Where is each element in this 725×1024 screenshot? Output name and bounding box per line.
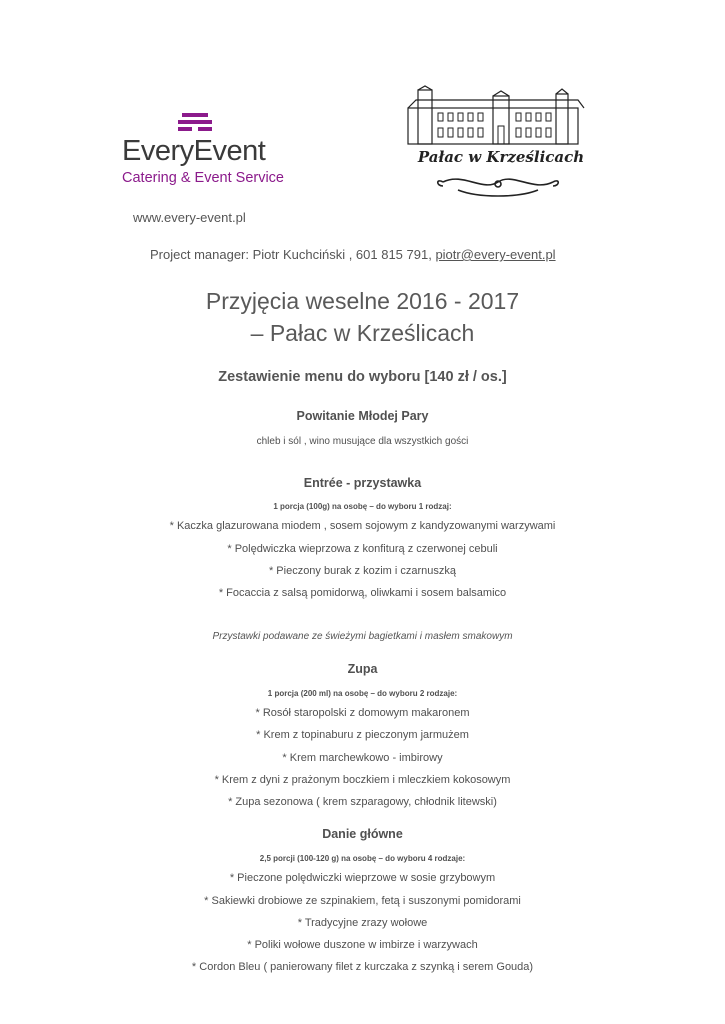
menu-item: * Poliki wołowe duszone w imbirze i warzywach: [247, 939, 478, 951]
palace-logo: [398, 86, 598, 206]
menu-item: * Sakiewki drobiowe ze szpinakiem, fetą i suszonymi pomidorami: [204, 895, 521, 907]
menu-item: * Cordon Bleu ( panierowany filet z kurczaka z szynką i serem Gouda): [191, 961, 534, 973]
project-manager-line: [150, 247, 556, 262]
section-title-welcome: Powitanie Młodej Pary: [296, 409, 429, 423]
welcome-item: chleb i sól , wino musujące dla wszystkich gości: [256, 436, 469, 447]
cut-off-line-wrapper: [0, 958, 725, 973]
menu-item: * Pieczone polędwiczki wieprzowe w sosie grzybowym: [229, 872, 496, 884]
main-note: 2,5 porcji (100-120 g) na osobę – do wyboru 4 rodzaje:: [259, 854, 466, 863]
email-link[interactable]: piotr@every-event.pl: [435, 247, 556, 262]
everyevent-logo: [118, 113, 288, 193]
entree-footnote: Przystawki podawane ze świeżymi bagietkami i masłem smakowym: [212, 631, 513, 642]
palace-building-icon: [398, 86, 598, 206]
logo-brand: EveryEvent: [122, 135, 266, 167]
menu-item: * Krem z topinaburu z pieczonym jarmużem: [256, 729, 469, 741]
menu-item: * Zupa sezonowa ( krem szparagowy, chłodnik litewski): [228, 796, 497, 808]
website-link[interactable]: www.every-event.pl: [133, 210, 246, 225]
menu-item: * Rosół staropolski z domowym makaronem: [255, 707, 470, 719]
entree-note: 1 porcja (100g) na osobę – do wyboru 1 rodzaj:: [273, 502, 452, 511]
logo-mark-icon: [178, 113, 212, 133]
menu-item: * Krem z dyni z prażonym boczkiem i mleczkiem kokosowym: [214, 774, 511, 786]
menu-item: * Krem marchewkowo - imbirowy: [282, 752, 443, 764]
section-title-soup: Zupa: [347, 662, 378, 676]
menu-item: * Pieczony burak z kozim i czarnuszką: [268, 565, 457, 577]
palace-logo-name: Pałac w Krześlicach: [417, 148, 585, 166]
section-title-main: Danie główne: [322, 827, 403, 841]
menu-item: * Kaczka glazurowana miodem , sosem sojowym z kandyzowanymi warzywami: [169, 520, 556, 532]
page-title-line-2: – Pałac w Krześlicach: [250, 320, 475, 346]
menu-item: * Tradycyjne zrazy wołowe: [297, 917, 428, 929]
menu-item: * Polędwiczka wieprzowa z konfiturą z czerwonej cebuli: [227, 543, 498, 555]
project-manager-info: Project manager: Piotr Kuchciński , 601 815 791,: [150, 247, 436, 262]
page-title-line-1: Przyjęcia weselne 2016 - 2017: [205, 288, 520, 314]
menu-item: * Focaccia z salsą pomidorwą, oliwkami i sosem balsamico: [218, 587, 507, 599]
logo-tagline: Catering & Event Service: [122, 170, 284, 186]
menu-heading: Zestawienie menu do wyboru [140 zł / os.]: [218, 369, 507, 385]
soup-note: 1 porcja (200 ml) na osobę – do wyboru 2 rodzaje:: [267, 689, 458, 698]
section-title-entree: Entrée - przystawka: [303, 476, 422, 490]
